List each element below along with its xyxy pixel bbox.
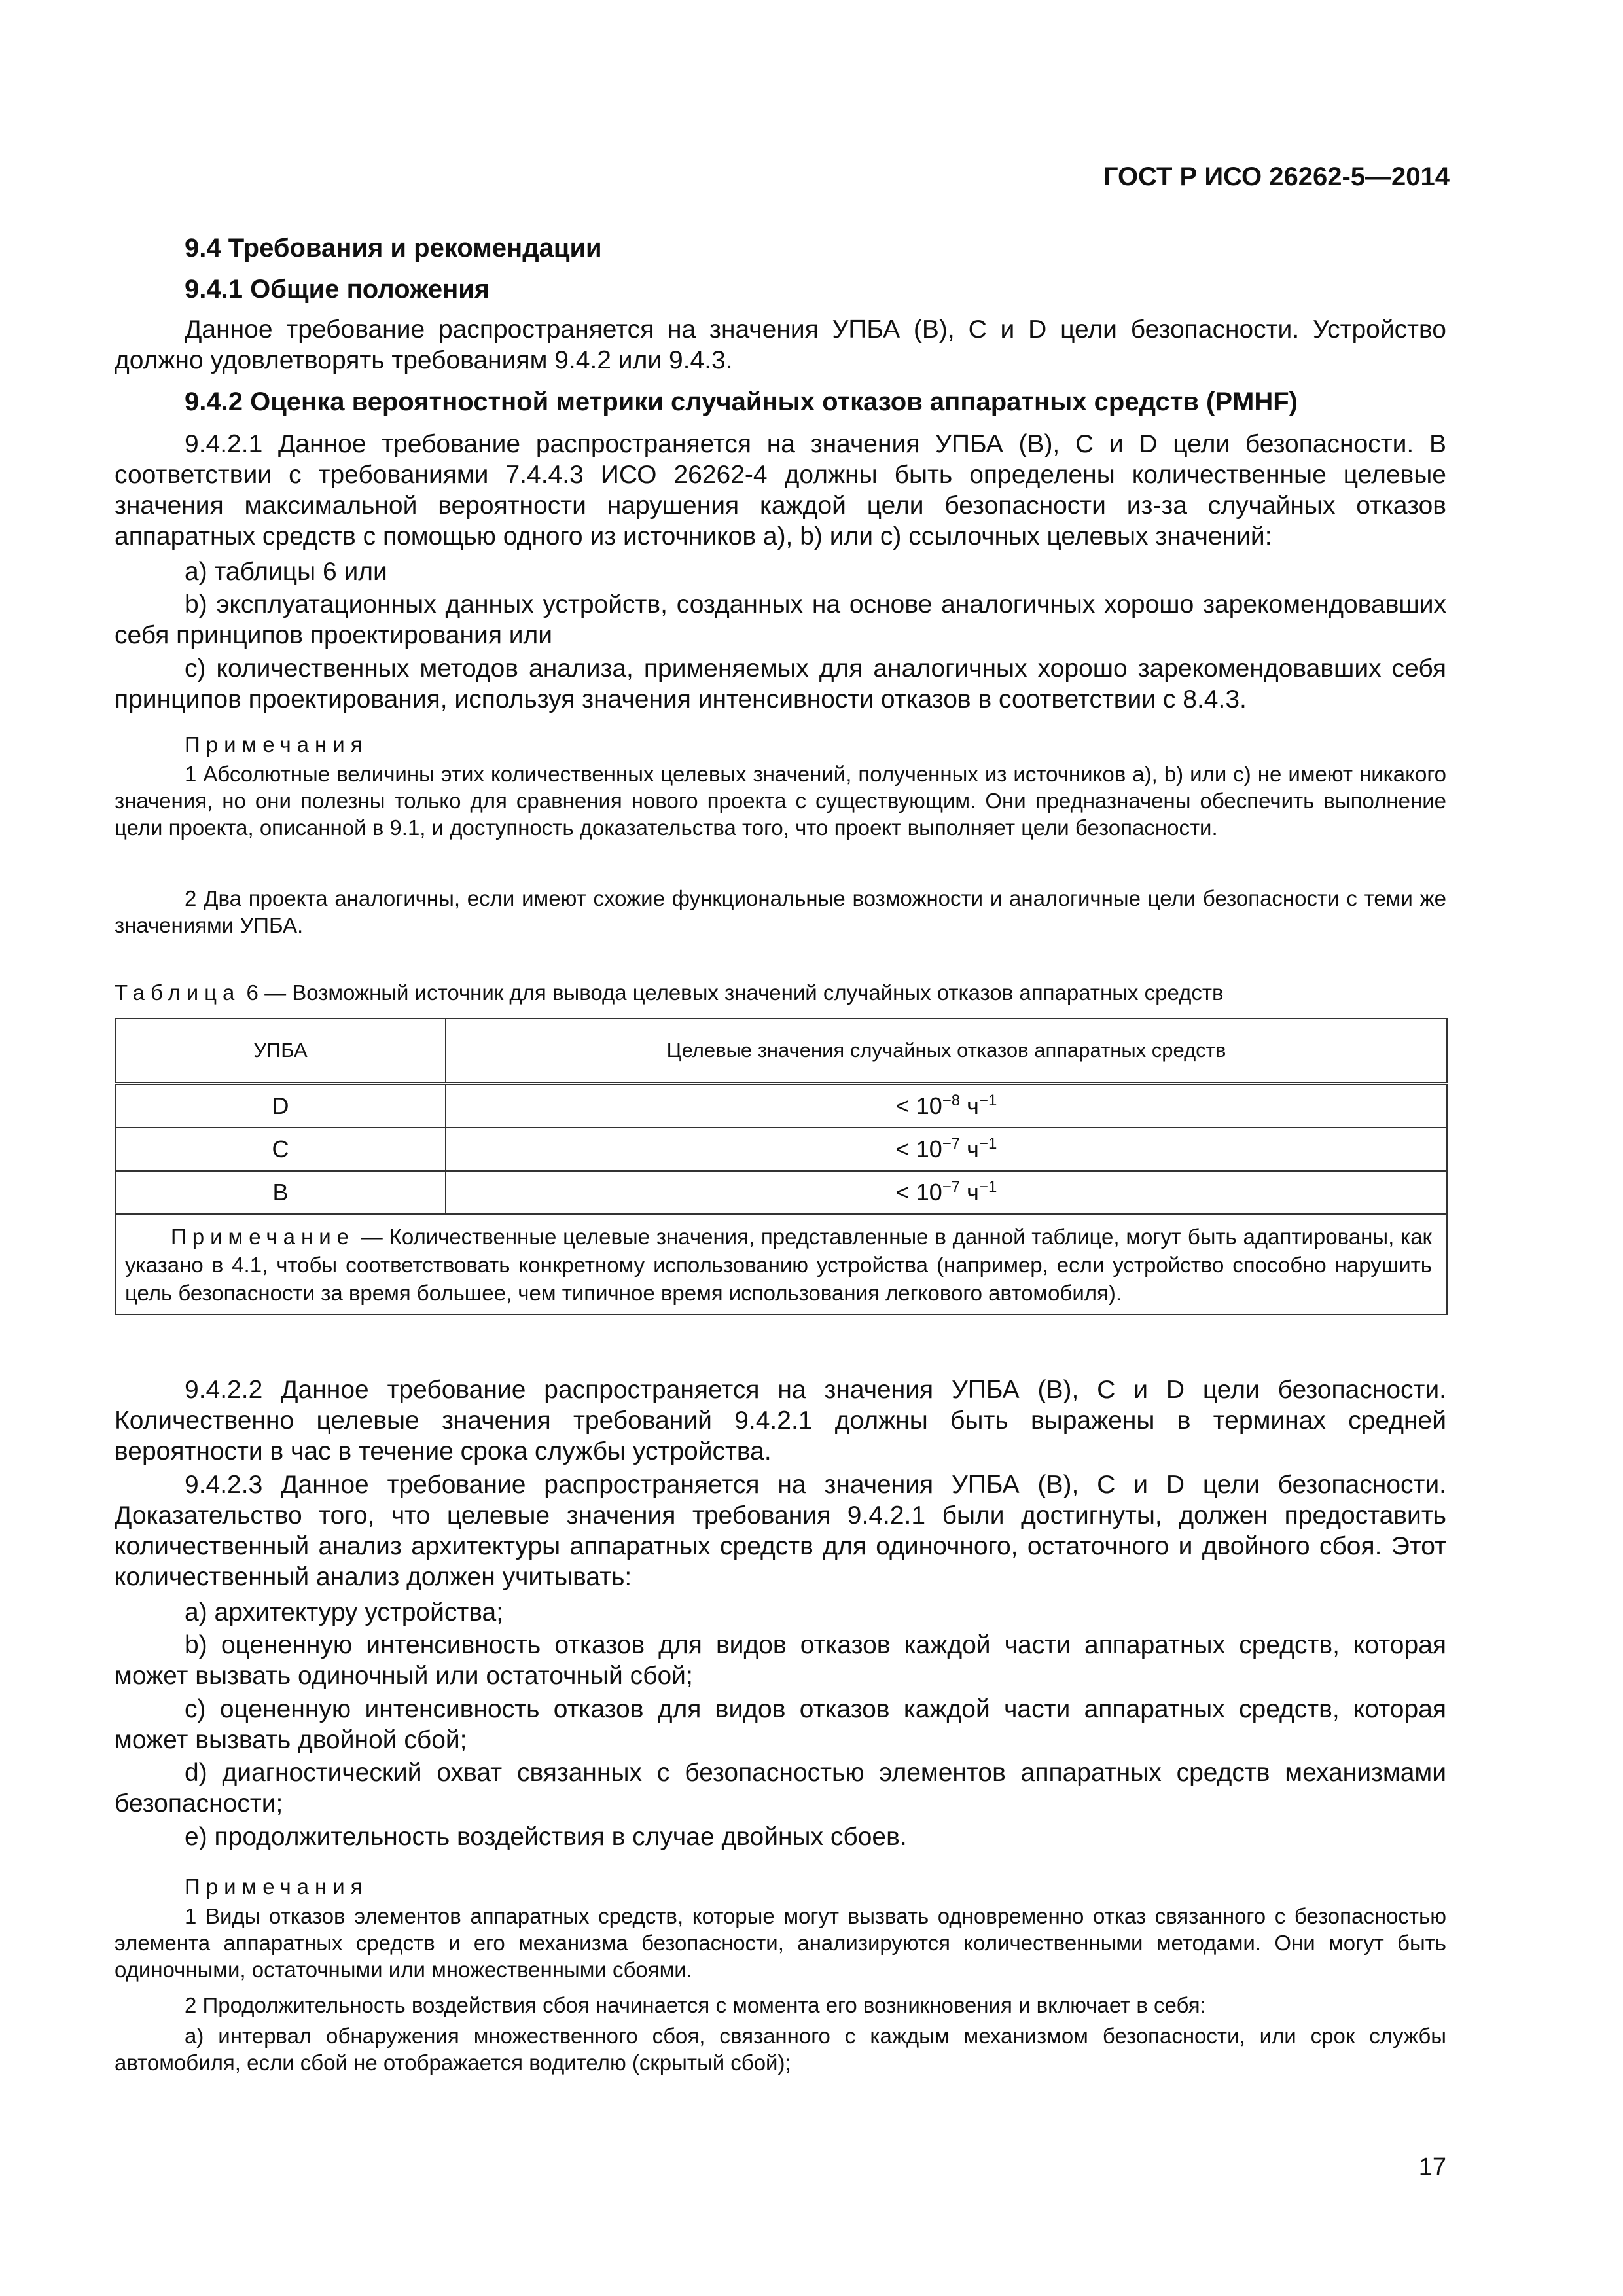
target-value-cell: < $10^{-7}$ $ч^{-1}$: [446, 1128, 1447, 1171]
table-note: [115, 1214, 1447, 1314]
paragraph-9-4-2-3: 9.4.2.3 Данное требование распространяется на значения УПБА (В), С и D цели безопасности. Доказательство того, что целевые значения требования 9.4.2.1 были достигнуты, должен предоставить количественный анализ архитектуры аппаратных средств для одиночного, остаточного и двойного сбоя. Этот количественный анализ должен учитывать:: [115, 1471, 1446, 1591]
asil-cell: D: [115, 1084, 446, 1128]
asil-cell: B: [115, 1171, 446, 1214]
note-2-item-a: а) интервал обнаружения множественного сбоя, связанного с каждым механизмом безопасности, или срок службы автомобиля, если сбой не отображается водителю (скрытый сбой);: [115, 2024, 1446, 2075]
table-row: [115, 1171, 1447, 1214]
table-note-text: — Количественные целевые значения, представленные в данной таблице, могут быть адаптированы, как указано в 4.1, чтобы соответствовать конкретному использованию устройства (например, если устройство способно нарушить цель безопасности за время большее, чем типичное время использования легкового автомобиля).: [125, 1225, 1432, 1305]
note-2: 2 Два проекта аналогичны, если имеют схожие функциональные возможности и аналогичные цели безопасности с теми же значениями УПБА.: [115, 886, 1446, 937]
list-item-e: е) продолжительность воздействия в случае двойных сбоев.: [185, 1823, 907, 1851]
table-caption-label: Таблица: [115, 980, 241, 1005]
heading-9-4: 9.4 Требования и рекомендации: [185, 234, 602, 262]
heading-9-4-2: 9.4.2 Оценка вероятностной метрики случайных отказов аппаратных средств (PMHF): [185, 387, 1298, 416]
page-number: 17: [1418, 2153, 1446, 2181]
note-1: 1 Виды отказов элементов аппаратных средств, которые могут вызвать одновременно отказ связанного с безопасностью элемента аппаратных средств и его механизма безопасности, анализируются количественными методами. Они могут быть одиночными, остаточными или множественными сбоями.: [115, 1904, 1446, 1982]
note-2: 2 Продолжительность воздействия сбоя начинается с момента его возникновения и включает в себя:: [185, 1993, 1206, 2017]
heading-9-4-1: 9.4.1 Общие положения: [185, 275, 490, 304]
table-header-row: [115, 1018, 1447, 1084]
table-row: [115, 1128, 1447, 1171]
list-item-d: d) диагностический охват связанных с безопасностью элементов аппаратных средств механизмами безопасности;: [115, 1759, 1446, 1818]
target-value-cell: < $10^{-7}$ $ч^{-1}$: [446, 1171, 1447, 1214]
list-item-a: а) таблицы 6 или: [185, 558, 387, 586]
column-header-asil: УПБА: [115, 1018, 446, 1084]
notes-title: Примечания: [185, 732, 368, 757]
target-values-table: [115, 1018, 1448, 1315]
column-header-target-values: Целевые значения случайных отказов аппаратных средств: [446, 1018, 1447, 1084]
asil-cell: C: [115, 1128, 446, 1171]
list-item-c: с) оцененную интенсивность отказов для видов отказов каждой части аппаратных средств, которая может вызвать двойной сбой;: [115, 1695, 1446, 1754]
list-item-a: а) архитектуру устройства;: [185, 1598, 504, 1626]
table-note-row: [115, 1214, 1447, 1314]
paragraph-9-4-2-2: 9.4.2.2 Данное требование распространяется на значения УПБА (В), С и D цели безопасности. Количественно целевые значения требований 9.4.2.1 должны быть выражены в терминах средней вероятности в час в течение срока службы устройства.: [115, 1376, 1446, 1465]
table-caption: [115, 980, 1446, 1006]
standard-code: ГОСТ Р ИСО 26262-5—2014: [1103, 162, 1450, 191]
target-value-cell: < $10^{-8}$ $ч^{-1}$: [446, 1084, 1447, 1128]
note-1: 1 Абсолютные величины этих количественных целевых значений, полученных из источников а), b) или с) не имеют никакого значения, но они полезны только для сравнения нового проекта с существующим. Они предназначены обеспечить выполнение цели проекта, описанной в 9.1, и доступность доказательства того, что проект выполняет цели безопасности.: [115, 762, 1446, 840]
table-row: [115, 1084, 1447, 1128]
paragraph-9-4-2-1: 9.4.2.1 Данное требование распространяется на значения УПБА (В), С и D цели безопасности. В соответствии с требованиями 7.4.4.3 ИСО 26262-4 должны быть определены количественные целевые значения максимальной вероятности нарушения каждой цели безопасности из-за случайных отказов аппаратных средств с помощью одного из источников a), b) или c) ссылочных целевых значений:: [115, 430, 1446, 550]
list-item-c: с) количественных методов анализа, применяемых для аналогичных хорошо зарекомендовавших себя принципов проектирования, используя значения интенсивности отказов в соответствии с 8.4.3.: [115, 655, 1446, 713]
table-caption-text: 6 — Возможный источник для вывода целевых значений случайных отказов аппаратных средств: [240, 980, 1224, 1005]
table-note-label: Примечание: [171, 1225, 355, 1249]
list-item-b: b) оцененную интенсивность отказов для видов отказов каждой части аппаратных средств, которая может вызвать одиночный или остаточный сбой;: [115, 1631, 1446, 1690]
list-item-b: b) эксплуатационных данных устройств, созданных на основе аналогичных хорошо зарекомендовавших себя принципов проектирования или: [115, 590, 1446, 649]
notes-title: Примечания: [185, 1874, 368, 1899]
paragraph-9-4-1: Данное требование распространяется на значения УПБА (В), С и D цели безопасности. Устройство должно удовлетворять требованиям 9.4.2 или 9.4.3.: [115, 315, 1446, 374]
